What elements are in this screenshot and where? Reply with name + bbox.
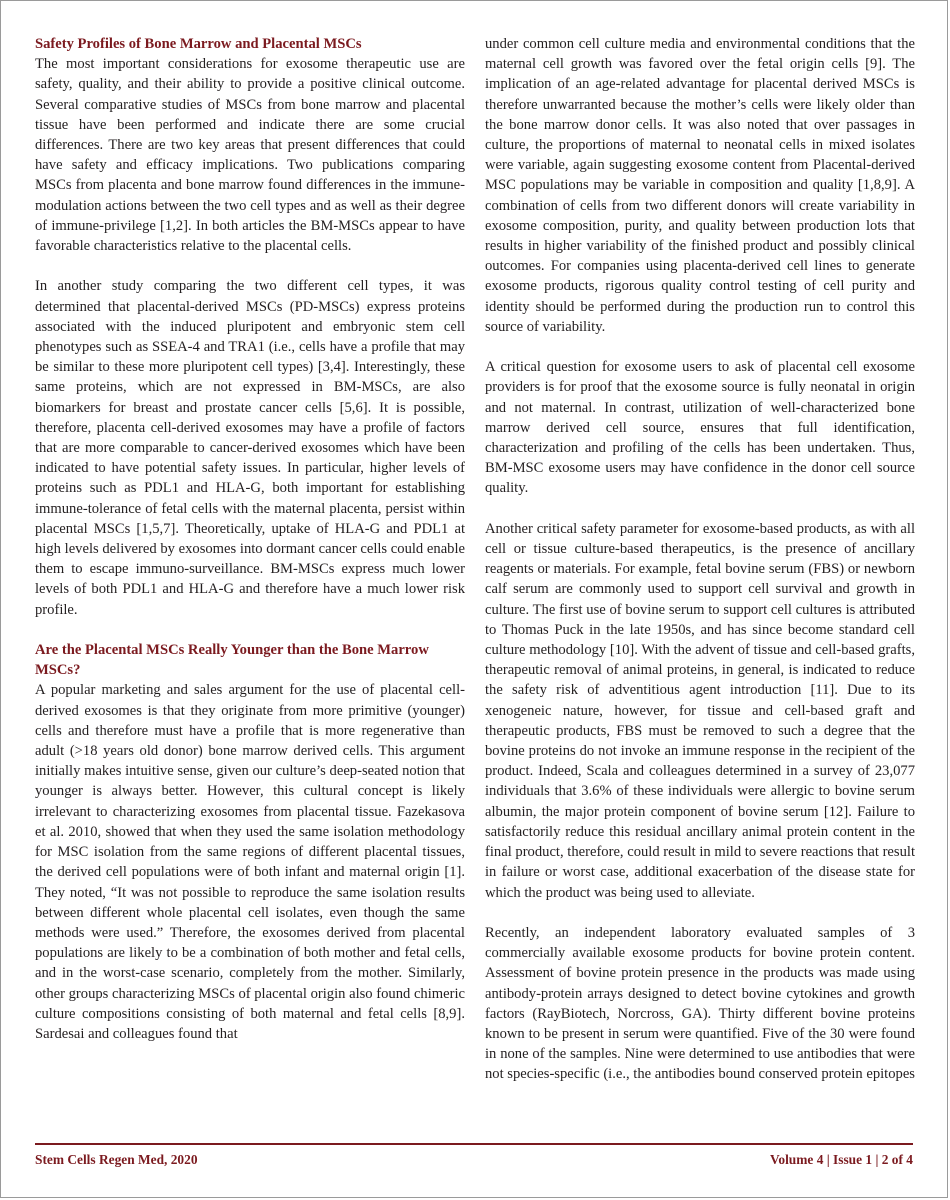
right-column bbox=[485, 34, 915, 1085]
paragraph: In another study comparing the two different cell types, it was determined that placental-derived MSCs (PD-MSCs) express proteins associated with the induced pluripotent and embryonic stem cell phenotypes such as SSEA-4 and TRA1 (i.e., cells have a profile that may be similar to these more pluripotent cell types) [3,4]. Interestingly, these same proteins, which are not expressed in BM-MSCs, are also biomarkers for breast and prostate cancer cells [5,6]. It is possible, therefore, placenta cell-derived exosomes may have a profile of factors that are more comparable to cancer-derived exosomes which have been indicated to have potential safety issues. In particular, higher levels of proteins such as PDL1 and HLA-G, both important for establishing immune-tolerance of fetal cells with the maternal placenta, persist within placental MSCs [1,5,7]. Theoretically, uptake of HLA-G and PDL1 at high levels delivered by exosomes into dormant cancer cells could enable them to escape immuno-surveillance. BM-MSCs express much lower levels of both PDL1 and HLA-G and therefore have a much lower risk profile. bbox=[35, 278, 465, 618]
footer-page-info: Volume 4 | Issue 1 | 2 of 4 bbox=[769, 1152, 913, 1167]
paragraph: under common cell culture media and environmental conditions that the maternal cell growth was favored over the fetal origin cells [9]. The implication of an age-related advantage for placental derived MSCs is therefore unwarranted because the mother’s cells were likely older than the bone marrow donor cells. It was also noted that over passages in culture, the proportions of maternal to neonatal cells in mixed isolates were variable, again suggesting exosome content from Placental-derived MSC populations may be variable in composition and quality [1,8,9]. A combination of cells from two different donors will create variability in exosome composition, purity, and quality between production lots that results in higher variability of the finished product and possibly clinical outcomes. For companies using placenta-derived cell lines to generate exosome products, rigorous quality control testing of cell purity and identity should be performed during the production run to control this source of variability. bbox=[485, 36, 915, 335]
left-column bbox=[35, 34, 465, 1044]
footer-divider bbox=[35, 1143, 913, 1145]
paragraph: A critical question for exosome users to ask of placental cell exosome providers is for proof that the exosome source is fully neonatal in origin and not maternal. In contrast, utilization of well-characterized bone marrow derived cell source, ensures that full identification, characterization and profiling of the cells has been undertaken. Thus, BM-MSC exosome users may have confidence in the donor cell source quality. bbox=[485, 359, 915, 497]
paragraph: The most important considerations for exosome therapeutic use are safety, quality, and their ability to provide a positive clinical outcome. Several comparative studies of MSCs from bone marrow and placental tissue have been performed and indicate there are some crucial differences. There are two key areas that present differences that could have safety and efficacy implications. Two publications comparing MSCs from placenta and bone marrow found differences in the immune-modulation actions between the two cell types and as well as their degree of immune-privilege [1,2]. In both articles the BM-MSCs appear to have favorable characteristics relative to the placental cells. bbox=[35, 56, 465, 255]
paragraph: Another critical safety parameter for exosome-based products, as with all cell or tissue culture-based therapeutics, is the presence of ancillary reagents or materials. For example, fetal bovine serum (FBS) or newborn calf serum are commonly used to support cell survival and growth in culture. The first use of bovine serum to support cell cultures is attributed to Thomas Puck in the late 1950s, and has since become standard cell culture methodology [10]. With the advent of tissue and cell-based grafts, therapeutic removal of animal proteins, in general, is indicated to reduce the safety risk of adventitious agent introduction [11]. Due to its xenogeneic nature, however, for tissue and cell-based graft and therapeutic products, FBS must be removed to such a degree that the bovine proteins do not invoke an immune response in the recipient of the product. Indeed, Scala and colleagues determined in a survey of 23,077 individuals that 3.6% of these individuals were allergic to bovine serum albumin, the major protein component of bovine serum [12]. Failure to satisfactorily reduce this residual ancillary animal protein content in the final product, therefore, could result in mild to severe reactions that result in failure or worst case, additional exacerbation of the disease state for which the product was being used to alleviate. bbox=[485, 520, 915, 901]
footer-journal-citation: Stem Cells Regen Med, 2020 bbox=[35, 1152, 198, 1167]
section-heading-safety-profiles: Safety Profiles of Bone Marrow and Placental MSCs bbox=[35, 36, 362, 52]
paragraph: Recently, an independent laboratory evaluated samples of 3 commercially available exosome products for bovine protein content. Assessment of bovine protein presence in the products was made using antibody-protein arrays designed to detect bovine cytokines and growth factors (RayBiotech, Norcross, GA). Thirty different bovine proteins known to be present in serum were quantified. Five of the 30 were found in none of the samples. Nine were determined to use antibodies that were not species-specific (i.e., the antibodies bound conserved protein epitopes bbox=[485, 924, 915, 1083]
paragraph: A popular marketing and sales argument for the use of placental cell-derived exosomes is that they originate from more primitive (younger) cells and therefore must have a profile that is more regenerative than adult (>18 years old donor) bone marrow derived cells. This argument initially makes intuitive sense, given our culture’s deep-seated notion that younger is always better. However, this cultural concept is likely irrelevant to characterizing exosomes from placental tissue. Fazekasova et al. 2010, showed that when they used the same isolation methodology for MSC isolation from the same regions of different placental tissues, the derived cell populations were of both infant and maternal origin [1]. They noted, “It was not possible to reproduce the same isolation results between different whole placental cell isolates, even though the same methods were used.” Therefore, the exosomes derived from placental populations are likely to be a combination of both mother and fetal cells, and in the worst-case scenario, completely from the mother. Similarly, other groups characterizing MSCs of placental origin also found chimeric culture compositions consisting of both maternal and fetal cells [8,9]. Sardesai and colleagues found that bbox=[35, 682, 465, 1042]
section-heading-placental-younger: Are the Placental MSCs Really Younger than the Bone Marrow MSCs? bbox=[35, 642, 429, 679]
